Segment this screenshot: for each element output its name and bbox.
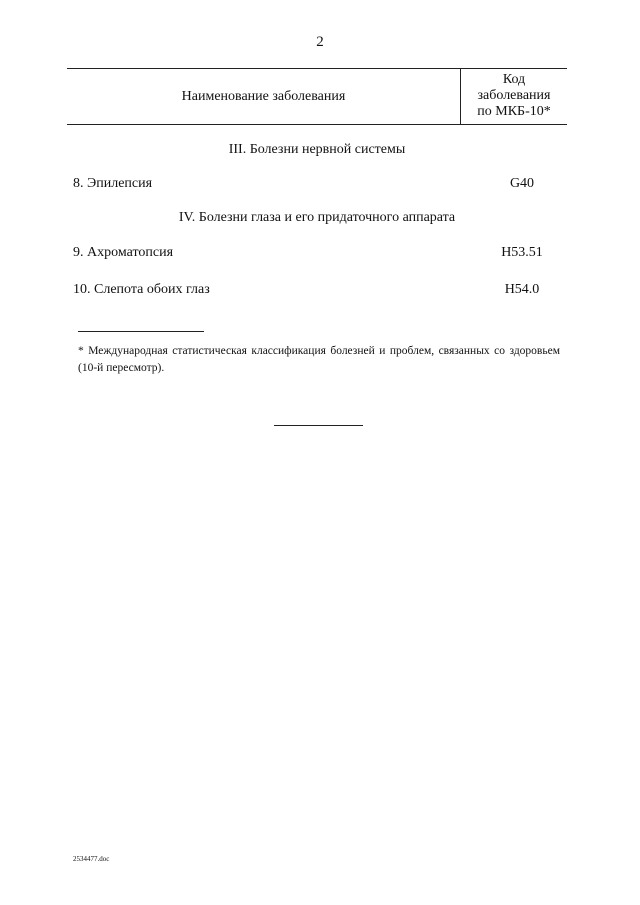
disease-name: 9. Ахроматопсия xyxy=(73,245,174,260)
header-name-column: Наименование заболевания xyxy=(181,89,346,104)
header-code-line: заболевания xyxy=(477,88,551,103)
header-code-line: Код xyxy=(502,72,526,87)
disease-code: G40 xyxy=(509,176,535,191)
section-title-eye-diseases: IV. Болезни глаза и его придаточного аппарата xyxy=(178,210,456,225)
disease-name: 10. Слепота обоих глаз xyxy=(73,282,210,297)
footnote: * Международная статистическая классификация болезней и проблем, связанных со здоровьем (10-й пересмотр). xyxy=(78,345,560,374)
disease-code: H53.51 xyxy=(501,245,543,260)
table-header xyxy=(67,68,567,125)
file-label: 2534477.doc xyxy=(73,855,110,863)
disease-name: 8. Эпилепсия xyxy=(73,176,153,191)
page-number: 2 xyxy=(316,34,324,50)
footnote-separator xyxy=(78,331,204,332)
header-code-column xyxy=(461,72,567,120)
disease-code: H54.0 xyxy=(504,282,540,297)
section-title-nervous-system: III. Болезни нервной системы xyxy=(228,142,406,157)
end-of-document-rule xyxy=(274,425,363,426)
header-code-line: по МКБ-10* xyxy=(477,104,551,119)
